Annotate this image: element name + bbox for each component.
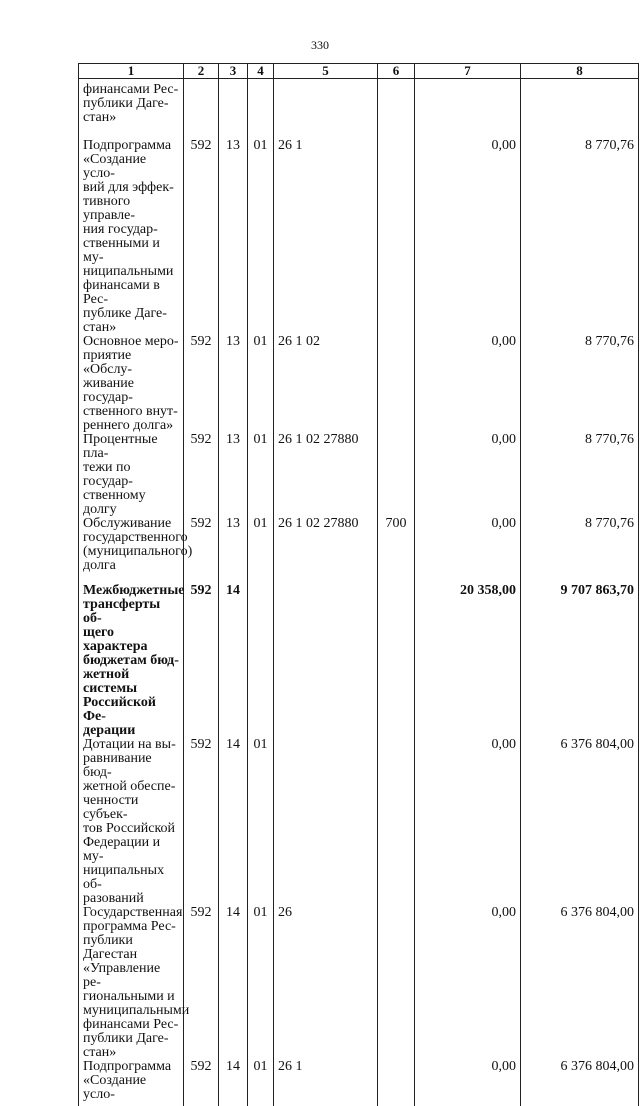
row-section: 14: [219, 584, 248, 738]
row-expense-type: [378, 139, 415, 335]
row-subsection: 01: [248, 738, 274, 906]
row-amount-7: 0,00: [415, 433, 521, 517]
row-section: 13: [219, 433, 248, 517]
row-expense-type: [378, 79, 415, 139]
row-target-article: 26 1: [274, 139, 378, 335]
row-subsection: 01: [248, 906, 274, 1060]
row-name: Подпрограмма «Создание усло-: [79, 1060, 184, 1106]
row-ministry: 592: [184, 738, 219, 906]
header-col-1: 1: [79, 64, 184, 79]
row-ministry: [184, 79, 219, 139]
row-amount-7: 0,00: [415, 1060, 521, 1106]
row-expense-type: [378, 1060, 415, 1106]
row-amount-8: 9 707 863,70: [521, 584, 639, 738]
row-amount-8: 6 376 804,00: [521, 906, 639, 1060]
row-amount-8: 6 376 804,00: [521, 738, 639, 906]
row-target-article: 26: [274, 906, 378, 1060]
row-amount-7: 20 358,00: [415, 584, 521, 738]
header-col-2: 2: [184, 64, 219, 79]
row-target-article: 26 1: [274, 1060, 378, 1106]
row-target-article: 26 1 02: [274, 335, 378, 433]
row-target-article: 26 1 02 27880: [274, 517, 378, 584]
budget-table: [78, 63, 639, 1106]
header-col-7: 7: [415, 64, 521, 79]
row-expense-type: [378, 433, 415, 517]
row-amount-8: [521, 79, 639, 139]
header-col-4: 4: [248, 64, 274, 79]
row-amount-7: 0,00: [415, 335, 521, 433]
page-number: 330: [311, 38, 329, 52]
row-target-article: [274, 584, 378, 738]
row-name: Подпрограмма «Создание усло- вий для эффек- тивного управле- ния государ- ственными и му- ниципальными финансами в Рес- публике Даге- стан»: [79, 139, 184, 335]
row-ministry: 592: [184, 517, 219, 584]
table-row: [79, 584, 639, 738]
row-target-article: 26 1 02 27880: [274, 433, 378, 517]
row-target-article: [274, 738, 378, 906]
row-amount-7: 0,00: [415, 738, 521, 906]
table-row: [79, 517, 639, 584]
table-row: [79, 139, 639, 335]
row-name: Дотации на вы- равнивание бюд- жетной обеспе- ченности субъек- тов Российской Федерации и му- ниципальных об- разований: [79, 738, 184, 906]
row-amount-8: 8 770,76: [521, 139, 639, 335]
header-col-6: 6: [378, 64, 415, 79]
row-amount-7: [415, 79, 521, 139]
row-expense-type: [378, 906, 415, 1060]
row-expense-type: [378, 335, 415, 433]
row-ministry: 592: [184, 906, 219, 1060]
header-col-3: 3: [219, 64, 248, 79]
row-name: Межбюджетные трансферты об- щего характера бюджетам бюд- жетной системы Российской Фе- дерации: [79, 584, 184, 738]
row-section: [219, 79, 248, 139]
row-subsection: 01: [248, 335, 274, 433]
row-ministry: 592: [184, 584, 219, 738]
table-row: [79, 433, 639, 517]
row-section: 14: [219, 1060, 248, 1106]
row-name: Основное меро- приятие «Обслу- живание государ- ственного внут- реннего долга»: [79, 335, 184, 433]
row-amount-7: 0,00: [415, 906, 521, 1060]
table-row: [79, 335, 639, 433]
table-row: [79, 906, 639, 1060]
row-target-article: [274, 79, 378, 139]
row-section: 14: [219, 738, 248, 906]
row-section: 13: [219, 335, 248, 433]
row-subsection: 01: [248, 433, 274, 517]
row-amount-7: 0,00: [415, 517, 521, 584]
row-subsection: 01: [248, 1060, 274, 1106]
row-name: Обслуживание государственного (муниципального) долга: [79, 517, 184, 584]
row-subsection: 01: [248, 139, 274, 335]
row-amount-8: 8 770,76: [521, 433, 639, 517]
row-amount-8: 6 376 804,00: [521, 1060, 639, 1106]
row-ministry: 592: [184, 335, 219, 433]
row-name: финансами Рес- публики Даге- стан»: [79, 79, 184, 139]
header-row: [79, 64, 639, 79]
row-subsection: [248, 79, 274, 139]
table-row: [79, 738, 639, 906]
row-subsection: [248, 584, 274, 738]
table-row: [79, 79, 639, 139]
row-expense-type: 700: [378, 517, 415, 584]
row-name: Процентные пла- тежи по государ- ственному долгу: [79, 433, 184, 517]
row-expense-type: [378, 738, 415, 906]
row-amount-7: 0,00: [415, 139, 521, 335]
header-col-5: 5: [274, 64, 378, 79]
table-row: [79, 1060, 639, 1106]
row-section: 13: [219, 517, 248, 584]
row-section: 13: [219, 139, 248, 335]
header-col-8: 8: [521, 64, 639, 79]
row-name: Государственная программа Рес- публики Дагестан «Управление ре- гиональными и муниципальными финансами Рес- публики Даге- стан»: [79, 906, 184, 1060]
row-ministry: 592: [184, 433, 219, 517]
row-amount-8: 8 770,76: [521, 335, 639, 433]
row-ministry: 592: [184, 139, 219, 335]
row-subsection: 01: [248, 517, 274, 584]
row-expense-type: [378, 584, 415, 738]
row-section: 14: [219, 906, 248, 1060]
row-ministry: 592: [184, 1060, 219, 1106]
row-amount-8: 8 770,76: [521, 517, 639, 584]
